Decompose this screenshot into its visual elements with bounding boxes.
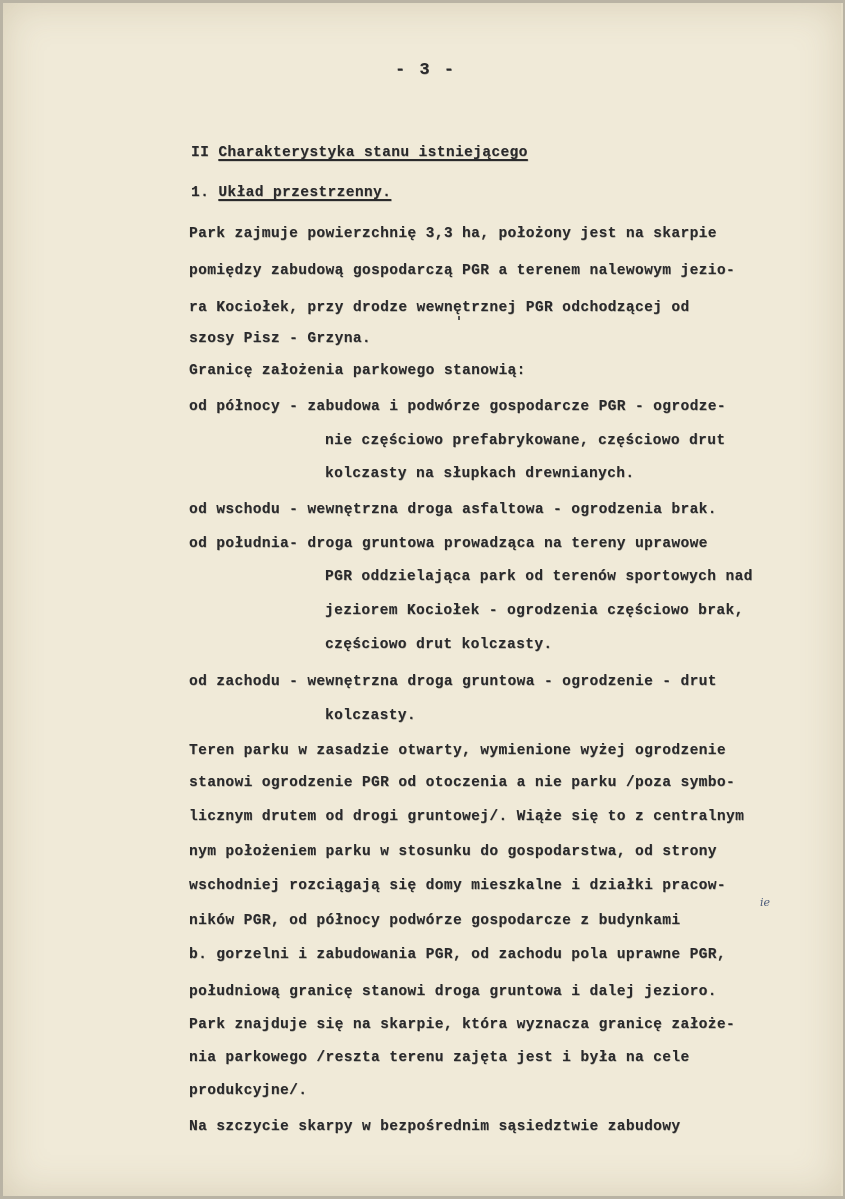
- body-line: nie częściowo prefabrykowane, częściowo drut: [325, 433, 726, 449]
- body-line: ników PGR, od północy podwórze gospodarcze z budynkami: [189, 913, 681, 929]
- body-line: częściowo drut kolczasty.: [325, 637, 553, 653]
- body-line: nia parkowego /reszta terenu zajęta jest i była na cele: [189, 1050, 690, 1066]
- subsection-heading-number: 1.: [191, 185, 219, 201]
- body-line: Teren parku w zasadzie otwarty, wymienione wyżej ogrodzenie: [189, 743, 726, 759]
- body-line: b. gorzelni i zabudowania PGR, od zachodu pola uprawne PGR,: [189, 947, 726, 963]
- subsection-heading: [191, 183, 391, 203]
- ink-mark: [458, 316, 460, 320]
- body-line: kolczasty.: [325, 708, 417, 724]
- body-line: południową granicę stanowi droga gruntowa i dalej jezioro.: [189, 984, 717, 1000]
- body-line: pomiędzy zabudową gospodarczą PGR a terenem nalewowym jezio-: [189, 263, 736, 279]
- body-line: ra Kociołek, przy drodze wewnętrznej PGR odchodzącej od: [189, 300, 690, 316]
- section-heading-number: II: [191, 145, 219, 161]
- boundary-south: od południa- droga gruntowa prowadząca na tereny uprawowe: [189, 536, 708, 552]
- body-line: Park znajduje się na skarpie, która wyznacza granicę założe-: [189, 1017, 736, 1033]
- boundary-north: od północy - zabudowa i podwórze gospodarcze PGR - ogrodze-: [189, 399, 726, 415]
- body-line: wschodniej rozciągają się domy mieszkalne i działki pracow-: [189, 878, 726, 894]
- body-line: kolczasty na słupkach drewnianych.: [325, 466, 635, 482]
- boundary-west: od zachodu - wewnętrzna droga gruntowa - ogrodzenie - drut: [189, 674, 717, 690]
- page-number: - 3 -: [395, 61, 457, 80]
- body-line: licznym drutem od drogi gruntowej/. Wiąże się to z centralnym: [189, 809, 745, 825]
- subsection-heading-title: Układ przestrzenny.: [218, 185, 392, 201]
- body-line: nym położeniem parku w stosunku do gospodarstwa, od strony: [189, 844, 717, 860]
- body-line: jeziorem Kociołek - ogrodzenia częściowo brak,: [325, 603, 744, 619]
- boundary-east: od wschodu - wewnętrzna droga asfaltowa - ogrodzenia brak.: [189, 502, 717, 518]
- body-line: Granicę założenia parkowego stanowią:: [189, 363, 526, 379]
- body-line: Na szczycie skarpy w bezpośrednim sąsiedztwie zabudowy: [189, 1119, 681, 1135]
- body-line: stanowi ogrodzenie PGR od otoczenia a nie parku /poza symbo-: [189, 775, 736, 791]
- section-heading-title: Charakterystyka stanu istniejącego: [218, 145, 528, 161]
- body-line: PGR oddzielająca park od terenów sportowych nad: [325, 569, 753, 585]
- handwritten-correction: ie: [760, 896, 771, 909]
- document-page: [3, 3, 843, 1196]
- body-line: Park zajmuje powierzchnię 3,3 ha, położony jest na skarpie: [189, 226, 717, 242]
- body-line: produkcyjne/.: [189, 1083, 308, 1099]
- body-line: szosy Pisz - Grzyna.: [189, 331, 372, 347]
- section-heading: [191, 143, 528, 163]
